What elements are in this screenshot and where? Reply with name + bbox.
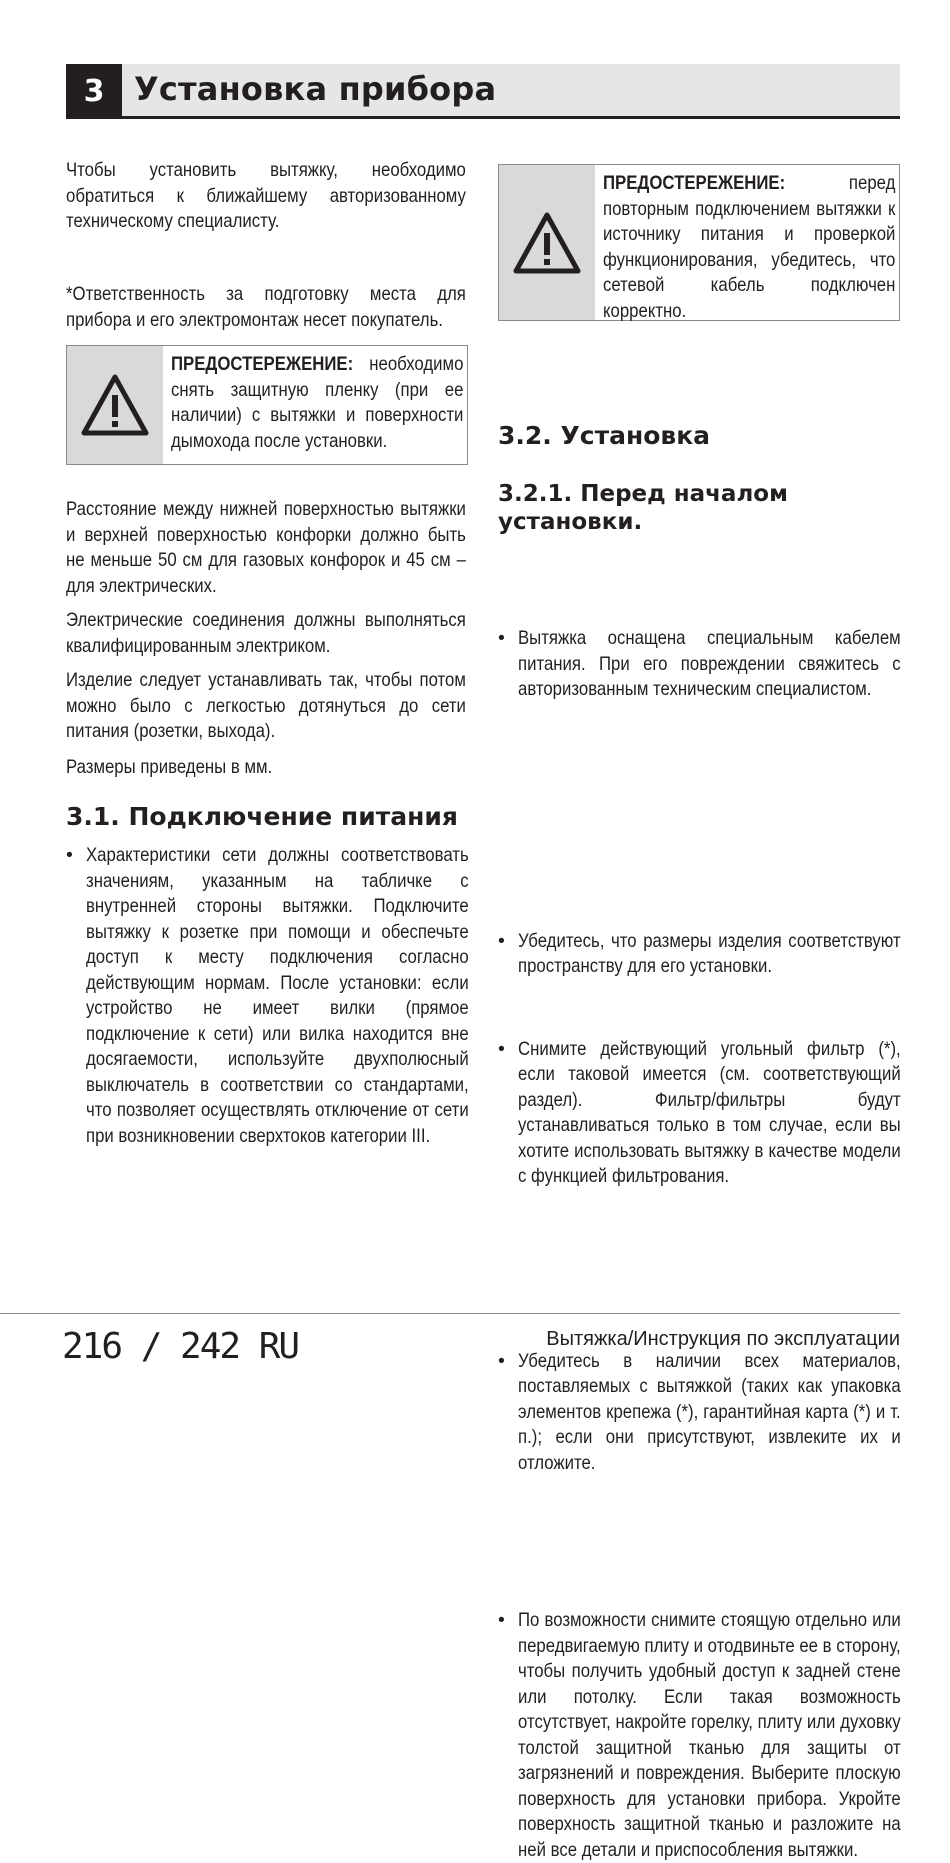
cable-bullet [498, 626, 901, 703]
warning-box-film [66, 345, 468, 465]
warning-box-cable [498, 164, 900, 321]
list-item [498, 929, 901, 980]
footer-title: Вытяжка/Инструкция по эксплуатации [546, 1328, 900, 1350]
prep-bullet-4: По возможности снимите стоящую отдельно или передвигаемую плиту и отодвиньте ее в сторону, чтобы получить удобный доступ к задней стене или потолку. Если такая возможность отсутствует, накройте горелку, плиту или духовку толстой защитной тканью для защиты от загрязнений и повреждения. Выберите плоскую поверхность для установки прибора. Укройте поверхность защитной тканью и разложите на ней все детали и приспособления вытяжки. [518, 1609, 901, 1861]
bullet-dot: • [66, 844, 73, 866]
chapter-title: Установка прибора [134, 70, 497, 108]
cable-bullet-text: Вытяжка оснащена специальным кабелем питания. При его повреждении свяжитесь с авторизованным техническим специалистом. [518, 627, 901, 700]
warning-film-label: ПРЕДОСТЕРЕЖЕНИЕ: [171, 353, 354, 375]
warning-film-body: необходимо снять защитную пленку (при ее наличии) с вытяжки и поверхности дымохода после установки. [171, 353, 464, 452]
section-3-2-heading: 3.2. Установка [498, 421, 711, 450]
warning-icon-panel [67, 346, 163, 464]
left-column [66, 158, 466, 235]
bullet-dot: • [498, 1349, 505, 1372]
left-column-lower [66, 497, 466, 599]
distance-paragraph: Расстояние между нижней поверхностью вытяжки и верхней поверхностью конфорки должно быть не меньше 50 см для газовых конфорок и 45 см – для электрических. [66, 498, 466, 597]
page-number: 216 / 242 RU [62, 1326, 299, 1367]
prep-bullet-3: Убедитесь в наличии всех материалов, поставляемых с вытяжкой (таких как упаковка элементов крепежа (*), гарантийная карта (*) и т. п.); если они присутствуют, извлеките их и отложите. [518, 1349, 901, 1474]
bullet-dot: • [498, 929, 505, 952]
chapter-number: 3 [66, 64, 122, 119]
bullet-dot: • [498, 1037, 505, 1060]
prep-bullet-1: Убедитесь, что размеры изделия соответствуют пространству для его установки. [518, 929, 901, 977]
warning-triangle-icon [512, 211, 582, 275]
responsibility-block [66, 282, 466, 333]
bullet-dot: • [498, 1609, 505, 1631]
bullet-dot: • [498, 627, 505, 649]
list-item [498, 1608, 901, 1863]
dimensions-paragraph: Размеры приведены в мм. [66, 756, 273, 778]
warning-film-text [171, 352, 463, 454]
warning-icon-panel [499, 165, 595, 320]
access-paragraph: Изделие следует устанавливать так, чтобы потом можно было с легкостью дотянуться до сети питания (розетки, выхода). [66, 669, 466, 742]
power-bullet [66, 843, 469, 1149]
warning-triangle-icon [80, 373, 150, 437]
list-item [498, 1037, 901, 1190]
responsibility-paragraph: *Ответственность за подготовку места для прибора и его электромонтаж несет покупатель. [66, 283, 466, 331]
electrical-paragraph: Электрические соединения должны выполняться квалифицированным электриком. [66, 609, 466, 657]
section-3-2-1-heading: 3.2.1. Перед началом установки. [498, 481, 788, 535]
section-3-1-heading: 3.1. Подключение питания [66, 802, 458, 831]
intro-paragraph: Чтобы установить вытяжку, необходимо обратиться к ближайшему авторизованному техническому специалисту. [66, 159, 466, 232]
warning-cable-text [603, 171, 895, 324]
prep-bullet-2: Снимите действующий угольный фильтр (*), если таковой имеется (см. соответствующий раздел). Фильтр/фильтры будут устанавливаться только в том случае, если вы хотите использовать вытяжку в качестве модели с функцией фильтрования. [518, 1037, 901, 1187]
warning-cable-label: ПРЕДОСТЕРЕЖЕНИЕ: [603, 172, 786, 194]
warning-cable-body: перед повторным подключением вытяжки к источнику питания и проверкой функционирования, убедитесь, что сетевой кабель подключен корректно. [603, 172, 896, 322]
power-bullet-text: Характеристики сети должны соответствовать значениям, указанным на табличке с внутренней стороны вытяжки. Подключите вытяжку к розетке при помощи и обеспечьте доступ к месту подключения согласно действующим нормам. После установки: если устройство не имеет вилки (прямое подключение к сети) или вилка находится вне досягаемости, используйте двухполюсный выключатель в соответствии со стандартами, что позволяет осуществлять отключение от сети при возникновении сверхтоков категории III. [86, 844, 469, 1147]
footer-divider [0, 1313, 900, 1314]
